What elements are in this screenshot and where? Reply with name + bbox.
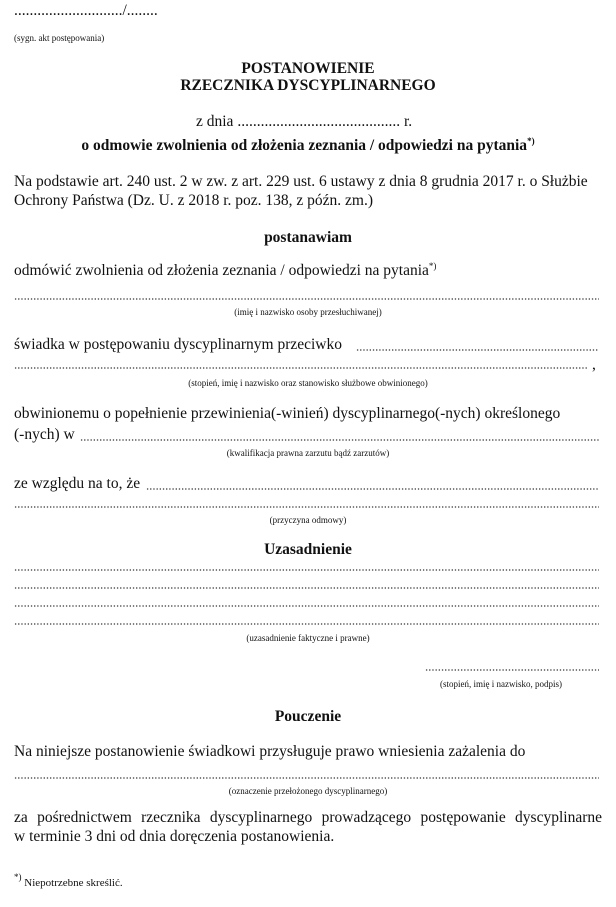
refuse-text: odmówić zwolnienia od złożenia zeznania / odpowiedzi na pytania — [14, 262, 429, 279]
justification-field-1[interactable] — [14, 569, 599, 571]
footnote-text: Niepotrzebne skreślić. — [24, 877, 123, 889]
subject-line — [0, 137, 616, 155]
footnote-mark: *) — [14, 872, 22, 882]
reason-field-2[interactable] — [14, 506, 599, 508]
superior-field[interactable] — [14, 777, 599, 779]
instruction-heading: Pouczenie — [274, 708, 342, 725]
charge-line-2-prefix: (-nych) w — [14, 426, 75, 443]
refuse-footnote-mark: *) — [428, 261, 437, 271]
justification-heading: Uzasadnienie — [264, 541, 352, 558]
witness-name-field[interactable] — [14, 298, 599, 300]
legal-basis-line-1: Na podstawie art. 240 ust. 2 w zw. z art. 229 ust. 6 ustawy z dnia 8 grudnia 2017 r. o Służbie — [14, 173, 588, 190]
case-number-label: (sygn. akt postępowania) — [14, 33, 105, 43]
instruction-final-line-1: za pośrednictwem rzecznika dyscyplinarnego prowadzącego postępowanie dyscyplinarne — [14, 809, 602, 826]
witness-text: świadka w postępowaniu dyscyplinarnym przeciwko — [14, 336, 343, 353]
accused-name-field-1[interactable] — [356, 349, 599, 351]
justification-field-2[interactable] — [14, 587, 599, 589]
justification-field-4[interactable] — [14, 623, 599, 625]
refuse-line — [14, 262, 436, 280]
document-subtitle: RZECZNIKA DYSCYPLINARNEGO — [180, 77, 436, 94]
reason-field-1[interactable] — [146, 488, 599, 490]
document-title: POSTANOWIENIE — [241, 60, 375, 77]
signature-field[interactable] — [425, 669, 599, 671]
charge-line-1: obwinionemu o popełnienie przewinienia(-winień) dyscyplinarnego(-nych) określonego — [14, 405, 561, 422]
case-number-field[interactable]: ............................/........ — [14, 2, 158, 19]
justification-field-3[interactable] — [14, 605, 599, 607]
date-line — [196, 113, 412, 131]
charge-label: (kwalifikacja prawna zarzutu bądź zarzutów) — [226, 448, 390, 458]
justification-label: (uzasadnienie faktyczne i prawne) — [246, 633, 370, 643]
legal-basis-line-2: Ochrony Państwa (Dz. U. z 2018 r. poz. 138, z późn. zm.) — [14, 192, 373, 209]
decision-heading: postanawiam — [264, 229, 352, 246]
date-prefix: z dnia — [196, 113, 234, 130]
reason-label: (przyczyna odmowy) — [269, 515, 347, 525]
reason-prefix: ze względu na to, że — [14, 475, 141, 492]
footnote — [14, 872, 123, 889]
instruction-final-line-2: w terminie 3 dni od dnia doręczenia postanowienia. — [14, 828, 335, 845]
signature-label: (stopień, imię i nazwisko, podpis) — [440, 679, 562, 689]
subject-footnote-mark: *) — [527, 136, 535, 146]
superior-label: (oznaczenie przełożonego dyscyplinarnego) — [228, 786, 388, 796]
accused-comma: , — [592, 356, 596, 373]
witness-name-label: (imię i nazwisko osoby przesłuchiwanej) — [234, 307, 382, 317]
subject-text: o odmowie zwolnienia od złożenia zeznania / odpowiedzi na pytania — [81, 137, 528, 154]
instruction-text: Na niniejsze postanowienie świadkowi przysługuje prawo wniesienia zażalenia do — [14, 743, 526, 760]
accused-label: (stopień, imię i nazwisko oraz stanowisko służbowe obwinionego) — [188, 378, 428, 388]
charge-field[interactable] — [80, 439, 599, 441]
accused-name-field-2[interactable] — [14, 367, 588, 369]
date-suffix: r. — [403, 113, 413, 130]
date-field[interactable]: .......................................... — [237, 113, 401, 130]
